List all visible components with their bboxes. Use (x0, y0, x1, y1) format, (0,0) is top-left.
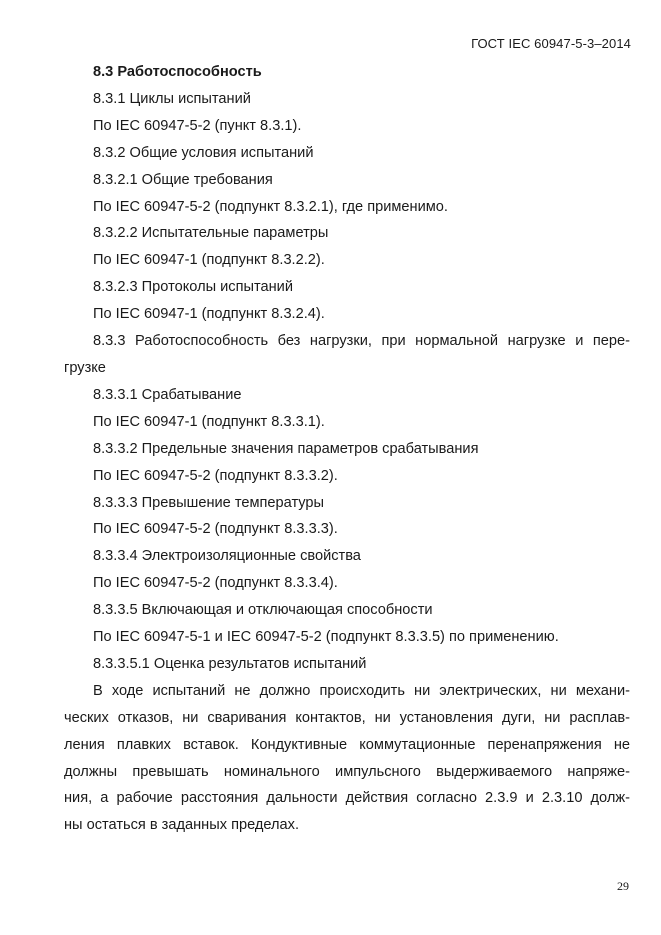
section-heading-8-3: 8.3 Работоспособность (93, 64, 262, 80)
text-line: По IEC 60947-5-1 и IEC 60947-5-2 (подпункт 8.3.3.5) по применению. (93, 629, 559, 646)
page-number: 29 (617, 879, 629, 893)
body-paragraph-line: В ходе испытаний не должно происходить ни электрических, ни механи- (93, 682, 630, 699)
heading-8-3-3-5: 8.3.3.5 Включающая и отключающая способности (93, 602, 433, 619)
heading-8-3-3-5-1: 8.3.3.5.1 Оценка результатов испытаний (93, 655, 367, 672)
heading-8-3-2-1: 8.3.2.1 Общие требования (93, 171, 273, 188)
heading-8-3-3-continuation: грузке (64, 359, 106, 376)
body-paragraph-line: ны остаться в заданных пределах. (64, 817, 300, 834)
text-line: По IEC 60947-1 (подпункт 8.3.3.1). (93, 413, 325, 430)
heading-8-3-3-3: 8.3.3.3 Превышение температуры (93, 494, 325, 511)
body-paragraph-line: ческих отказов, ни сваривания контактов, ни установления дуги, ни расплав- (64, 709, 630, 726)
heading-8-3-3-2: 8.3.3.2 Предельные значения параметров срабатывания (93, 440, 479, 457)
text-line: По IEC 60947-5-2 (подпункт 8.3.3.3). (93, 521, 338, 538)
text-line: По IEC 60947-5-2 (подпункт 8.3.3.2). (93, 467, 338, 484)
text-line: По IEC 60947-5-2 (подпункт 8.3.2.1), где применимо. (93, 198, 448, 215)
heading-8-3-3-1: 8.3.3.1 Срабатывание (93, 386, 242, 403)
body-paragraph-line: ния, а рабочие расстояния дальности действия согласно 2.3.9 и 2.3.10 долж- (64, 790, 630, 807)
heading-8-3-3-4: 8.3.3.4 Электроизоляционные свойства (93, 548, 361, 565)
text-line: По IEC 60947-1 (подпункт 8.3.2.2). (93, 252, 325, 269)
text-line: По IEC 60947-5-2 (пункт 8.3.1). (93, 117, 302, 134)
heading-8-3-3: 8.3.3 Работоспособность без нагрузки, при нормальной нагрузке и пере- (93, 333, 630, 350)
body-paragraph-line: ления плавких вставок. Кондуктивные коммутационные перенапряжения не (64, 736, 630, 753)
heading-8-3-2-3: 8.3.2.3 Протоколы испытаний (93, 279, 293, 296)
text-line: По IEC 60947-5-2 (подпункт 8.3.3.4). (93, 575, 338, 592)
document-body (64, 59, 630, 839)
heading-8-3-2-2: 8.3.2.2 Испытательные параметры (93, 225, 329, 242)
text-line: По IEC 60947-1 (подпункт 8.3.2.4). (93, 306, 325, 323)
body-paragraph-line: должны превышать номинального импульсного выдерживаемого напряже- (64, 763, 630, 780)
heading-8-3-1: 8.3.1 Циклы испытаний (93, 90, 251, 107)
document-header: ГОСТ IEC 60947-5-3–2014 (471, 36, 631, 51)
heading-8-3-2: 8.3.2 Общие условия испытаний (93, 144, 314, 161)
